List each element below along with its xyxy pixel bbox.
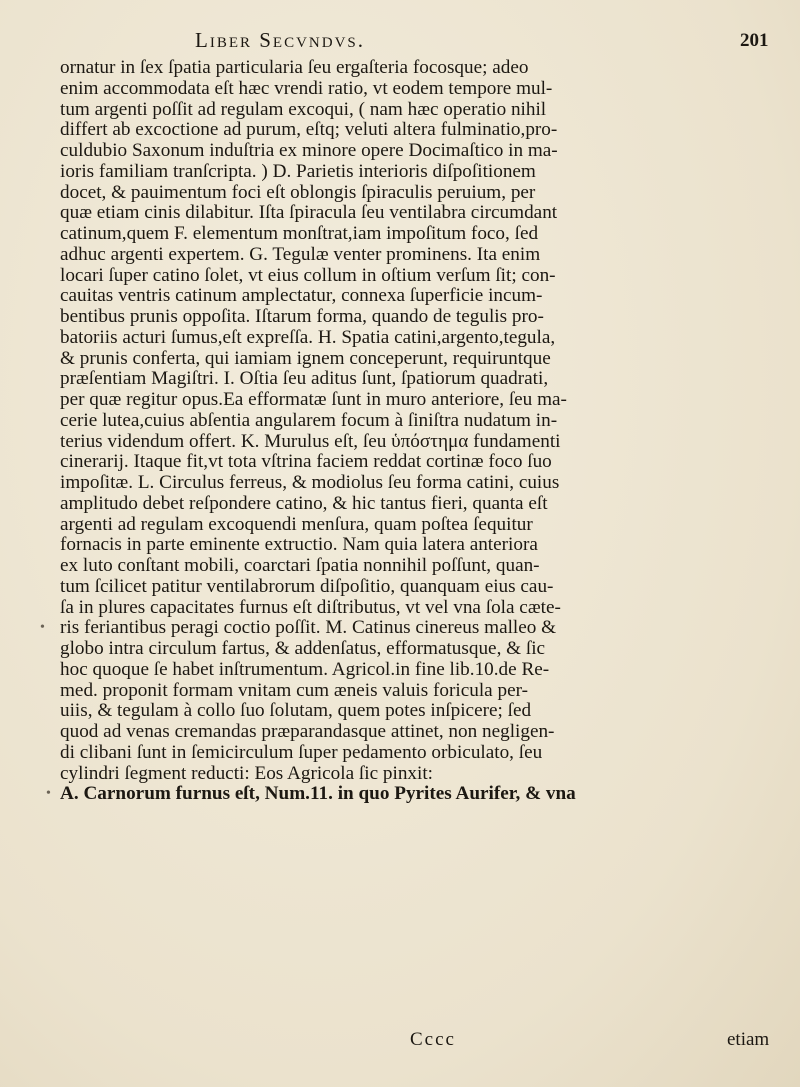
body-text — [60, 58, 774, 805]
text-line: cylindri ſegment reducti: Eos Agricola ſic pinxit: — [60, 763, 434, 784]
text-line: adhuc argenti expertem. G. Tegulæ venter prominens. Ita enim — [60, 244, 541, 265]
running-head: Liber Secvndvs. — [195, 28, 366, 52]
page-number: 201 — [740, 30, 769, 51]
text-line: A. Carnorum furnus eſt, Num.11. in quo Pyrites Aurifer, & vna — [60, 784, 576, 805]
text-line: & prunis conferta, qui iamiam ignem conceperunt, requiruntque — [60, 348, 551, 369]
text-line: cerie lutea,cuius abſentia angularem focum à ſiniſtra nudatum in- — [60, 410, 558, 431]
text-line: batoriis acturi ſumus,eſt expreſſa. H. Spatia catini,argento,tegula, — [60, 327, 556, 348]
text-line: ornatur in ſex ſpatia particularia ſeu ergaſteria focosque; adeo — [60, 58, 529, 78]
text-line: enim accommodata eſt hæc vrendi ratio, vt eodem tempore mul- — [60, 78, 553, 99]
text-line: tum argenti poſſit ad regulam excoqui, ( nam hæc operatio nihil — [60, 99, 547, 120]
text-line: tum ſcilicet patitur ventilabrorum diſpoſitio, quanquam eius cau- — [60, 576, 554, 597]
text-line: di clibani ſunt in ſemicirculum ſuper pedamento orbiculato, ſeu — [60, 742, 543, 763]
text-line: uiis, & tegulam à collo ſuo ſolutam, quem potes inſpicere; ſed — [60, 701, 532, 722]
text-line: med. proponit formam vnitam cum æneis valuis foricula per- — [60, 680, 528, 701]
text-line: amplitudo debet reſpondere catino, & hic tantus fieri, quanta eſt — [60, 493, 548, 514]
text-line: impoſitæ. L. Circulus ferreus, & modiolus ſeu forma catini, cuius — [60, 473, 560, 493]
text-line: per quæ regitur opus.Ea efformatæ ſunt in muro anteriore, ſeu ma- — [60, 390, 567, 410]
text-line: locari ſuper catino ſolet, vt eius collum in oſtium verſum ſit; con- — [60, 265, 556, 286]
text-line: differt ab excoctione ad purum, eſtq; veluti altera fulminatio,pro- — [60, 120, 558, 141]
text-line: culdubio Saxonum induſtria ex minore opere Docimaſtico in ma- — [60, 141, 558, 161]
text-line: fornacis in parte eminente extructio. Nam quia latera anteriora — [60, 535, 538, 556]
text-line: quæ etiam cinis dilabitur. Iſta ſpiracula ſeu ventilabra circumdant — [60, 203, 558, 224]
page-footer — [60, 1029, 774, 1051]
text-line: cinerarij. Itaque fit,vt tota vſtrina faciem reddat cortinæ foco ſuo — [60, 452, 552, 473]
text-line: ioris familiam tranſcripta. ) D. Parietis interioris diſpoſitionem — [60, 161, 536, 182]
text-line: globo intra circulum fartus, & addenſatus, efformatusque, & ſic — [60, 639, 546, 659]
text-line: hoc quoque ſe habet inſtrumentum. Agricol.in fine lib.10.de Re- — [60, 659, 550, 680]
text-line: ſa in plures capacitates furnus eſt diſtributus, vt vel vna ſola cæte- — [60, 597, 561, 618]
text-line: terius videndum offert. K. Murulus eſt, ſeu ὑπόστημα fundamenti — [60, 431, 561, 452]
text-line: cauitas ventris catinum amplectatur, connexa ſuperficie incum- — [60, 286, 543, 307]
margin-mark: • — [40, 620, 45, 635]
text-line: bentibus prunis oppoſita. Iſtarum forma, quando de tegulis pro- — [60, 307, 544, 327]
catchword: etiam — [727, 1029, 770, 1050]
text-line: præſentiam Magiſtri. I. Oſtia ſeu aditus ſunt, ſpatiorum quadrati, — [60, 369, 549, 390]
text-line: catinum,quem F. elementum monſtrat,iam impoſitum foco, ſed — [60, 224, 539, 244]
margin-mark: • — [46, 786, 51, 801]
text-line: ris feriantibus peragi coctio poſſit. M. Catinus cinereus malleo & — [60, 618, 557, 639]
signature-mark: Cccc — [410, 1029, 456, 1050]
text-line: ex luto conſtant mobili, coarctari ſpatia nonnihil poſſunt, quan- — [60, 556, 540, 576]
text-line: quod ad venas cremandas præparandasque attinet, non negligen- — [60, 722, 555, 742]
text-line: docet, & pauimentum foci eſt oblongis ſpiraculis peruium, per — [60, 182, 536, 203]
text-line: argenti ad regulam excoquendi menſura, quam poſtea ſequitur — [60, 514, 533, 535]
